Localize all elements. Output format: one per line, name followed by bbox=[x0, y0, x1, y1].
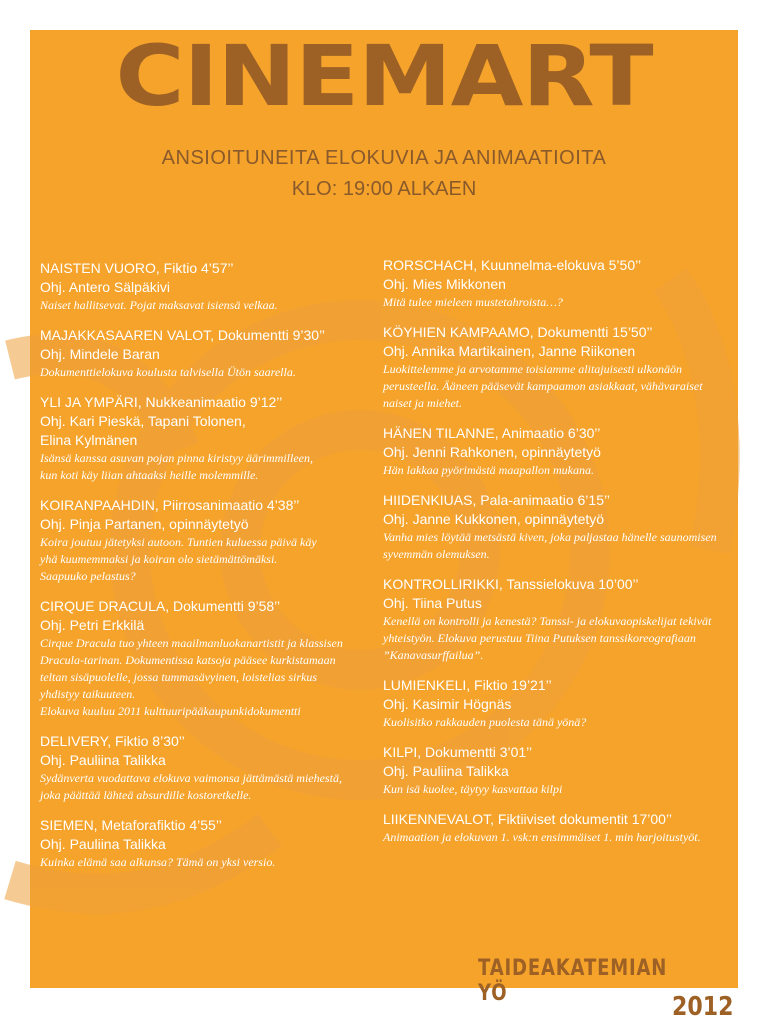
film-description: Vanha mies löytää metsästä kiven, joka paljastaa hänelle saunomisen bbox=[383, 530, 717, 544]
film-entry bbox=[383, 676, 733, 731]
film-entry bbox=[383, 743, 733, 798]
film-description: kun koti käy liian ahtaaksi heille molemmille. bbox=[40, 468, 259, 482]
film-description: Kuinka elämä saa alkunsa? Tämä on yksi versio. bbox=[40, 855, 276, 869]
film-title: KONTROLLIRIKKI, Tanssielokuva 10’00’’ bbox=[383, 576, 639, 592]
film-list-right bbox=[383, 256, 733, 858]
film-description: yhteistyön. Elokuva perustuu Tiina Putuksen tanssikoreografiaan bbox=[383, 631, 696, 645]
start-time: KLO: 19:00 ALKAEN bbox=[291, 178, 477, 200]
film-list-left bbox=[40, 259, 380, 883]
film-description: teltan sisäpuolelle, jossa tummasävyinen, loistelias sirkus bbox=[40, 670, 317, 684]
film-director: Ohj. Janne Kukkonen, opinnäytetyö bbox=[383, 511, 605, 527]
film-description: Saapuuko pelastus? bbox=[40, 569, 136, 583]
film-director: Ohj. Antero Sälpäkivi bbox=[40, 279, 170, 295]
film-description: naiset ja miehet. bbox=[383, 396, 462, 410]
film-description: Kenellä on kontrolli ja kenestä? Tanssi- ja elokuvaopiskelijat tekivät bbox=[383, 614, 712, 628]
film-director: Ohj. Petri Erkkilä bbox=[40, 617, 145, 633]
organizer-label: TAIDEAKATEMIAN YÖ bbox=[478, 956, 668, 1006]
film-entry bbox=[40, 393, 380, 484]
poster-title: CINEMART bbox=[115, 27, 653, 125]
film-description: Isänsä kanssa asuvan pojan pinna kiristyy äärimmilleen, bbox=[40, 451, 313, 465]
film-entry bbox=[40, 597, 380, 720]
film-title: KOIRANPAAHDIN, Piirrosanimaatio 4’38’’ bbox=[40, 497, 300, 513]
film-description: joka päättää lähteä absurdille kostoretkelle. bbox=[40, 788, 252, 802]
film-title: DELIVERY, Fiktio 8’30’’ bbox=[40, 733, 185, 749]
film-description: Elokuva kuuluu 2011 kulttuuripääkaupunkidokumentti bbox=[40, 704, 301, 718]
film-title: RORSCHACH, Kuunnelma-elokuva 5’50’’ bbox=[383, 257, 642, 273]
film-title: NAISTEN VUORO, Fiktio 4’57’’ bbox=[40, 260, 234, 276]
film-title: HIIDENKIUAS, Pala-animaatio 6’15’’ bbox=[383, 492, 610, 508]
film-description: Animaation ja elokuvan 1. vsk:n ensimmäiset 1. min harjoitustyöt. bbox=[383, 830, 701, 844]
film-entry bbox=[383, 810, 733, 846]
film-director: Ohj. Jenni Rahkonen, opinnäytetyö bbox=[383, 444, 601, 460]
film-description: yhä kuumemmaksi ja koiran olo sietämättömäksi. bbox=[40, 552, 278, 566]
year-label: 2012 bbox=[672, 992, 734, 1022]
film-description: perusteella. Ääneen pääsevät kampaamon asiakkaat, vähävaraiset bbox=[383, 379, 703, 393]
film-description: Kuolisitko rakkauden puolesta tänä yönä? bbox=[383, 715, 587, 729]
film-director: Ohj. Annika Martikainen, Janne Riikonen bbox=[383, 343, 636, 359]
poster-subtitle: ANSIOITUNEITA ELOKUVIA JA ANIMAATIOITA bbox=[161, 147, 607, 169]
film-entry bbox=[40, 816, 380, 871]
film-director: Ohj. Pauliina Talikka bbox=[40, 836, 166, 852]
film-description: Koira joutuu jätetyksi autoon. Tuntien kuluessa päivä käy bbox=[40, 535, 317, 549]
film-title: SIEMEN, Metaforafiktio 4’55’’ bbox=[40, 817, 222, 833]
film-title: KILPI, Dokumentti 3’01’’ bbox=[383, 744, 533, 760]
film-director: Ohj. Kari Pieskä, Tapani Tolonen, bbox=[40, 413, 246, 429]
film-director: Ohj. Mindele Baran bbox=[40, 346, 160, 362]
film-description: Naiset hallitsevat. Pojat maksavat isiensä velkaa. bbox=[40, 298, 278, 312]
poster bbox=[30, 27, 738, 1006]
film-title: HÄNEN TILANNE, Animaatio 6’30’’ bbox=[383, 425, 601, 441]
film-description: Cirque Dracula tuo yhteen maailmanluokanartistit ja klassisen bbox=[40, 636, 343, 650]
film-director: Ohj. Pauliina Talikka bbox=[383, 763, 509, 779]
film-director: Elina Kylmänen bbox=[40, 432, 138, 448]
film-description: Sydänverta vuodattava elokuva vaimonsa jättämästä miehestä, bbox=[40, 771, 342, 785]
film-director: Ohj. Mies Mikkonen bbox=[383, 276, 506, 292]
film-description: Luokittelemme ja arvotamme toisiamme alitajuisesti ulkonäön bbox=[383, 362, 682, 376]
film-title: KÖYHIEN KAMPAAMO, Dokumentti 15’50’’ bbox=[383, 324, 653, 340]
film-description: Mitä tulee mieleen mustetahroista…? bbox=[383, 295, 563, 309]
film-title: LUMIENKELI, Fiktio 19’21’’ bbox=[383, 677, 552, 693]
film-description: Dracula-tarinan. Dokumentissa katsoja pääsee kurkistamaan bbox=[40, 653, 336, 667]
film-director: Ohj. Pinja Partanen, opinnäytetyö bbox=[40, 516, 249, 532]
film-director: Ohj. Kasimir Högnäs bbox=[383, 696, 512, 712]
film-entry bbox=[383, 424, 733, 479]
film-title: CIRQUE DRACULA, Dokumentti 9’58’’ bbox=[40, 598, 281, 614]
film-director: Ohj. Tiina Putus bbox=[383, 595, 482, 611]
film-entry bbox=[383, 256, 733, 311]
film-description: Kun isä kuolee, täytyy kasvattaa kilpi bbox=[383, 782, 563, 796]
film-description: syvemmän olemuksen. bbox=[383, 547, 490, 561]
film-description: Hän lakkaa pyörimästä maapallon mukana. bbox=[383, 463, 594, 477]
film-entry bbox=[383, 491, 733, 563]
film-entry bbox=[40, 496, 380, 585]
film-entry bbox=[40, 732, 380, 804]
film-title: YLI JA YMPÄRI, Nukkeanimaatio 9’12’’ bbox=[40, 394, 283, 410]
film-description: yhdistyy taikuuteen. bbox=[40, 687, 136, 701]
film-entry bbox=[40, 259, 380, 314]
film-entry bbox=[383, 323, 733, 412]
film-title: LIIKENNEVALOT, Fiktiiviset dokumentit 17’00’’ bbox=[383, 811, 672, 827]
film-entry bbox=[383, 575, 733, 664]
film-description: ”Kanavasurffailua”. bbox=[383, 648, 484, 662]
film-title: MAJAKKASAAREN VALOT, Dokumentti 9’30’’ bbox=[40, 327, 326, 343]
film-entry bbox=[40, 326, 380, 381]
film-description: Dokumenttielokuva koulusta talvisella Ütön saarella. bbox=[40, 365, 296, 379]
film-director: Ohj. Pauliina Talikka bbox=[40, 752, 166, 768]
